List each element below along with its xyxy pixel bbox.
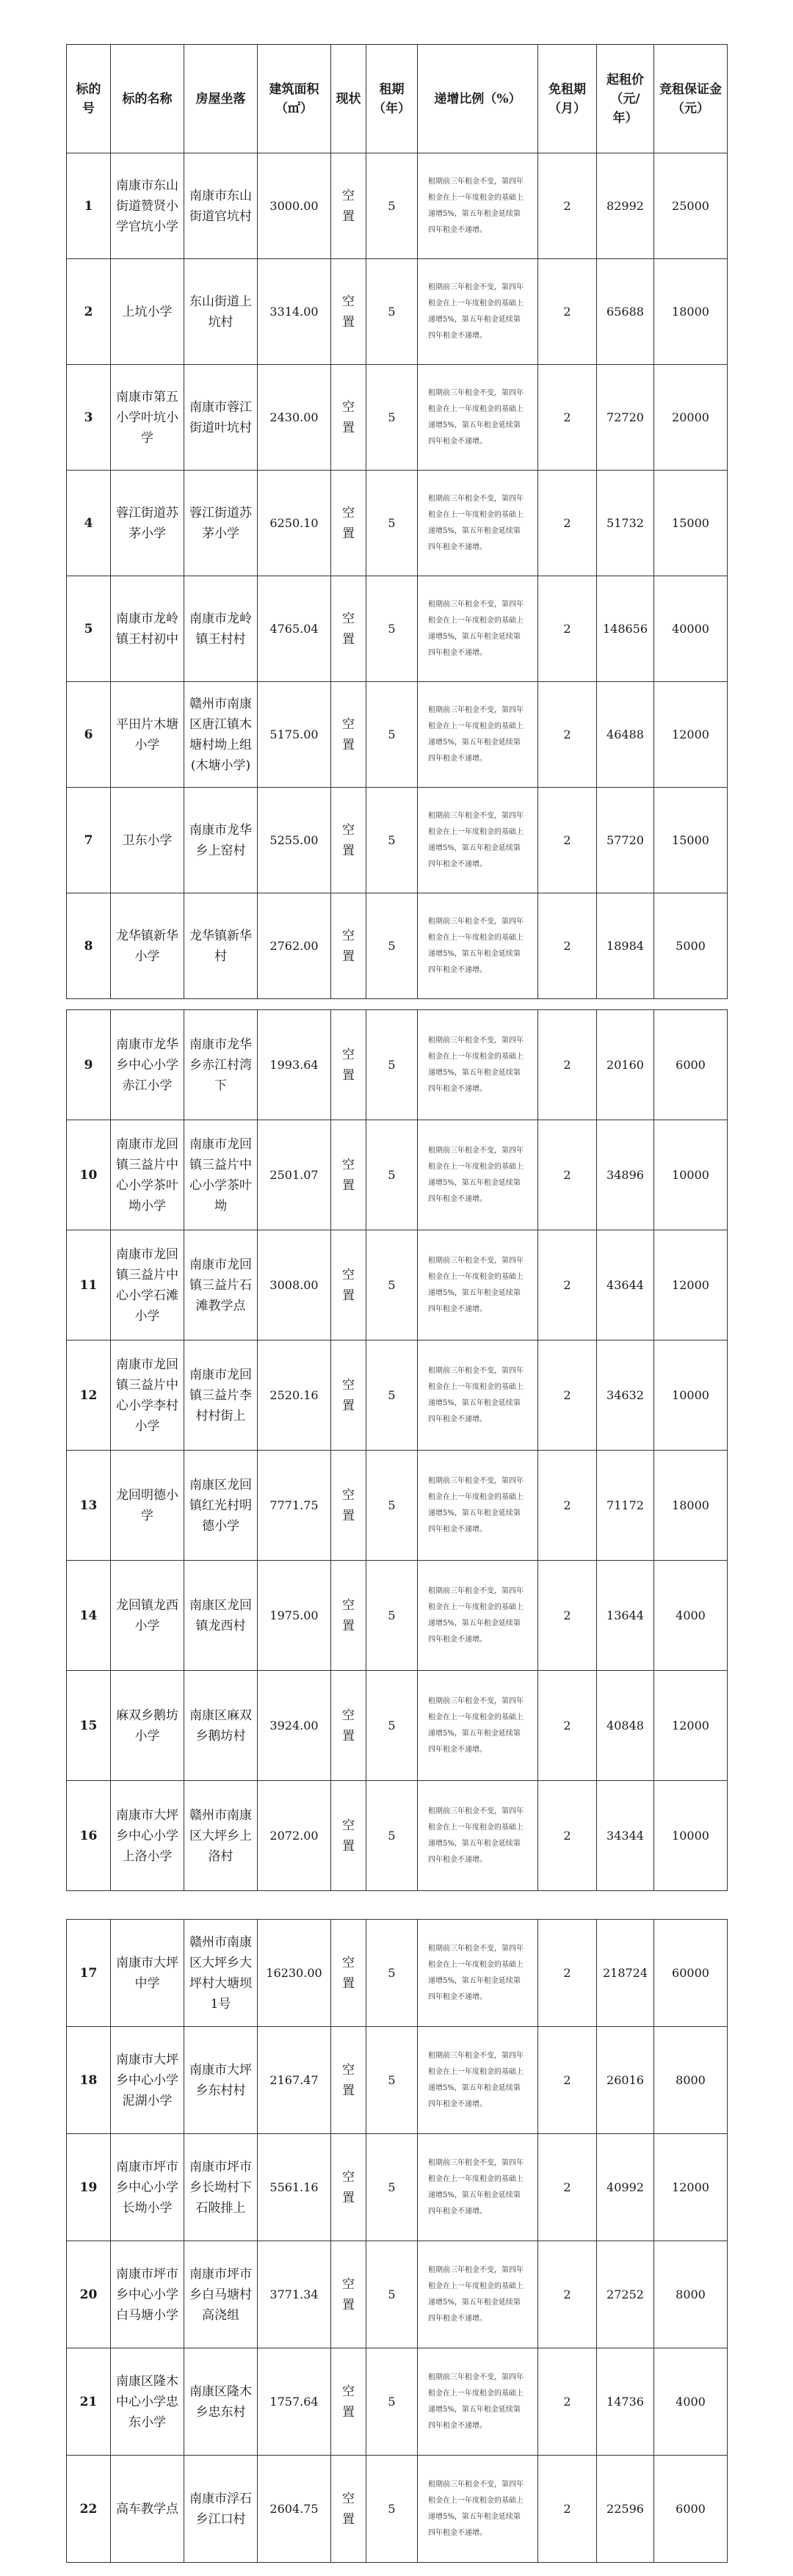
lot-no-cell: 19 (67, 2134, 111, 2241)
start-price-cell: 57720 (597, 788, 654, 893)
lot-name-cell: 南康市大坪乡中心小学泥湖小学 (111, 2027, 184, 2134)
area-cell: 2520.16 (258, 1340, 331, 1451)
area-cell: 6250.10 (258, 471, 331, 576)
table-row (67, 1230, 728, 1340)
increase-ratio-cell: 租期前三年租金不变，第四年租金在上一年度租金的基础上递增5%，第五年租金延续第四年租金不递增。 (418, 1340, 538, 1451)
area-cell: 2072.00 (258, 1781, 331, 1891)
area-cell: 1975.00 (258, 1561, 331, 1671)
lease-table-part-1 (66, 44, 728, 999)
lot-no-cell: 20 (67, 2241, 111, 2348)
deposit-cell: 10000 (654, 1120, 728, 1230)
table-row (67, 1340, 728, 1451)
location-cell: 南康市坪市乡长坳村下石陂排上 (184, 2134, 258, 2241)
status-cell: 空置 (331, 1781, 366, 1891)
term-cell: 5 (366, 1010, 418, 1120)
increase-ratio-cell: 租期前三年租金不变，第四年租金在上一年度租金的基础上递增5%，第五年租金延续第四年租金不递增。 (418, 1671, 538, 1781)
table-row (67, 2456, 728, 2563)
deposit-cell: 5000 (654, 893, 728, 999)
rent-free-cell: 2 (538, 2348, 597, 2456)
lot-name-cell: 高车教学点 (111, 2456, 184, 2563)
term-cell: 5 (366, 471, 418, 576)
status-cell: 空置 (331, 2348, 366, 2456)
increase-ratio-cell: 租期前三年租金不变，第四年租金在上一年度租金的基础上递增5%，第五年租金延续第四年租金不递增。 (418, 471, 538, 576)
lot-name-cell: 卫东小学 (111, 788, 184, 893)
rent-free-cell: 2 (538, 2134, 597, 2241)
table-row (67, 2241, 728, 2348)
rent-free-cell: 2 (538, 682, 597, 788)
increase-ratio-cell: 租期前三年租金不变，第四年租金在上一年度租金的基础上递增5%，第五年租金延续第四年租金不递增。 (418, 788, 538, 893)
increase-ratio-cell: 租期前三年租金不变，第四年租金在上一年度租金的基础上递增5%，第五年租金延续第四年租金不递增。 (418, 365, 538, 471)
lot-no-cell: 8 (67, 893, 111, 999)
deposit-cell: 40000 (654, 576, 728, 682)
area-cell: 3008.00 (258, 1230, 331, 1340)
start-price-cell: 34344 (597, 1781, 654, 1891)
location-cell: 南康市东山街道官坑村 (184, 153, 258, 259)
lot-name-cell: 南康市龙回镇三益片中心小学茶叶坳小学 (111, 1120, 184, 1230)
location-cell: 南康市龙回镇三益片李村村街上 (184, 1340, 258, 1451)
rent-free-cell: 2 (538, 365, 597, 471)
start-price-cell: 46488 (597, 682, 654, 788)
table-row (67, 682, 728, 788)
lot-no-cell: 9 (67, 1010, 111, 1120)
lot-name-cell: 平田片木塘小学 (111, 682, 184, 788)
start-price-cell: 71172 (597, 1451, 654, 1561)
status-cell: 空置 (331, 153, 366, 259)
area-cell: 2604.75 (258, 2456, 331, 2563)
lot-no-cell: 2 (67, 259, 111, 365)
deposit-cell: 20000 (654, 365, 728, 471)
rent-free-cell: 2 (538, 788, 597, 893)
start-price-cell: 27252 (597, 2241, 654, 2348)
start-price-cell: 51732 (597, 471, 654, 576)
location-cell: 赣州市南康区大坪乡上洛村 (184, 1781, 258, 1891)
lot-no-cell: 22 (67, 2456, 111, 2563)
table-row (67, 1010, 728, 1120)
deposit-cell: 18000 (654, 1451, 728, 1561)
area-cell: 3924.00 (258, 1671, 331, 1781)
location-cell: 赣州市南康区大坪乡大坪村大塘坝1号 (184, 1920, 258, 2027)
status-cell: 空置 (331, 1230, 366, 1340)
term-cell: 5 (366, 2134, 418, 2241)
increase-ratio-cell: 租期前三年租金不变，第四年租金在上一年度租金的基础上递增5%，第五年租金延续第四年租金不递增。 (418, 1120, 538, 1230)
lot-name-cell: 南康市龙岭镇王村初中 (111, 576, 184, 682)
increase-ratio-cell: 租期前三年租金不变，第四年租金在上一年度租金的基础上递增5%，第五年租金延续第四年租金不递增。 (418, 682, 538, 788)
location-cell: 南康市龙回镇三益片中心小学茶叶坳 (184, 1120, 258, 1230)
increase-ratio-cell: 租期前三年租金不变，第四年租金在上一年度租金的基础上递增5%，第五年租金延续第四年租金不递增。 (418, 1920, 538, 2027)
status-cell: 空置 (331, 2456, 366, 2563)
rent-free-cell: 2 (538, 576, 597, 682)
location-cell: 南康市坪市乡白马塘村高浇组 (184, 2241, 258, 2348)
term-cell: 5 (366, 576, 418, 682)
increase-ratio-cell: 租期前三年租金不变，第四年租金在上一年度租金的基础上递增5%，第五年租金延续第四年租金不递增。 (418, 1230, 538, 1340)
lot-name-cell: 蓉江街道苏茅小学 (111, 471, 184, 576)
area-cell: 5175.00 (258, 682, 331, 788)
location-cell: 南康市浮石乡江口村 (184, 2456, 258, 2563)
lot-name-cell: 南康市坪市乡中心小学长坳小学 (111, 2134, 184, 2241)
lot-no-cell: 15 (67, 1671, 111, 1781)
start-price-cell: 65688 (597, 259, 654, 365)
deposit-cell: 10000 (654, 1781, 728, 1891)
term-cell: 5 (366, 2241, 418, 2348)
start-price-cell: 218724 (597, 1920, 654, 2027)
status-cell: 空置 (331, 2027, 366, 2134)
area-cell: 16230.00 (258, 1920, 331, 2027)
rent-free-cell: 2 (538, 1230, 597, 1340)
increase-ratio-cell: 租期前三年租金不变，第四年租金在上一年度租金的基础上递增5%，第五年租金延续第四年租金不递增。 (418, 2456, 538, 2563)
lot-no-cell: 12 (67, 1340, 111, 1451)
location-cell: 南康市龙华乡赤江村湾下 (184, 1010, 258, 1120)
lot-name-cell: 麻双乡鹅坊小学 (111, 1671, 184, 1781)
header-status: 现状 (331, 45, 366, 153)
lot-no-cell: 16 (67, 1781, 111, 1891)
status-cell: 空置 (331, 2134, 366, 2241)
header-lot-no: 标的号 (67, 45, 111, 153)
increase-ratio-cell: 租期前三年租金不变，第四年租金在上一年度租金的基础上递增5%，第五年租金延续第四年租金不递增。 (418, 259, 538, 365)
header-area: 建筑面积（㎡） (258, 45, 331, 153)
status-cell: 空置 (331, 1120, 366, 1230)
rent-free-cell: 2 (538, 2027, 597, 2134)
table-row (67, 1781, 728, 1891)
area-cell: 3771.34 (258, 2241, 331, 2348)
area-cell: 5255.00 (258, 788, 331, 893)
deposit-cell: 12000 (654, 1671, 728, 1781)
area-cell: 2167.47 (258, 2027, 331, 2134)
table-row (67, 259, 728, 365)
start-price-cell: 40992 (597, 2134, 654, 2241)
term-cell: 5 (366, 1230, 418, 1340)
lease-table-part-2 (66, 1009, 728, 1891)
table-row (67, 1451, 728, 1561)
table-row (67, 365, 728, 471)
area-cell: 5561.16 (258, 2134, 331, 2241)
deposit-cell: 6000 (654, 1010, 728, 1120)
deposit-cell: 6000 (654, 2456, 728, 2563)
status-cell: 空置 (331, 1451, 366, 1561)
area-cell: 2501.07 (258, 1120, 331, 1230)
lot-name-cell: 南康市龙华乡中心小学赤江小学 (111, 1010, 184, 1120)
lot-name-cell: 南康市大坪乡中心小学上洛小学 (111, 1781, 184, 1891)
increase-ratio-cell: 租期前三年租金不变，第四年租金在上一年度租金的基础上递增5%，第五年租金延续第四年租金不递增。 (418, 2027, 538, 2134)
rent-free-cell: 2 (538, 1561, 597, 1671)
status-cell: 空置 (331, 893, 366, 999)
table-row (67, 153, 728, 259)
location-cell: 蓉江街道苏茅小学 (184, 471, 258, 576)
status-cell: 空置 (331, 1671, 366, 1781)
increase-ratio-cell: 租期前三年租金不变，第四年租金在上一年度租金的基础上递增5%，第五年租金延续第四年租金不递增。 (418, 1451, 538, 1561)
lot-no-cell: 6 (67, 682, 111, 788)
location-cell: 南康区龙回镇龙西村 (184, 1561, 258, 1671)
header-increase-ratio: 递增比例（%） (418, 45, 538, 153)
lot-no-cell: 7 (67, 788, 111, 893)
table-row (67, 893, 728, 999)
lot-no-cell: 14 (67, 1561, 111, 1671)
start-price-cell: 34632 (597, 1340, 654, 1451)
term-cell: 5 (366, 1340, 418, 1451)
lot-no-cell: 1 (67, 153, 111, 259)
status-cell: 空置 (331, 1340, 366, 1451)
status-cell: 空置 (331, 576, 366, 682)
lot-name-cell: 南康市第五小学叶坑小学 (111, 365, 184, 471)
lot-no-cell: 4 (67, 471, 111, 576)
status-cell: 空置 (331, 788, 366, 893)
start-price-cell: 18984 (597, 893, 654, 999)
term-cell: 5 (366, 1671, 418, 1781)
increase-ratio-cell: 租期前三年租金不变，第四年租金在上一年度租金的基础上递增5%，第五年租金延续第四年租金不递增。 (418, 2348, 538, 2456)
deposit-cell: 4000 (654, 1561, 728, 1671)
deposit-cell: 10000 (654, 1340, 728, 1451)
header-lot-name: 标的名称 (111, 45, 184, 153)
area-cell: 3314.00 (258, 259, 331, 365)
rent-free-cell: 2 (538, 1671, 597, 1781)
lot-name-cell: 南康市东山街道赞贤小学官坑小学 (111, 153, 184, 259)
increase-ratio-cell: 租期前三年租金不变，第四年租金在上一年度租金的基础上递增5%，第五年租金延续第四年租金不递增。 (418, 1010, 538, 1120)
term-cell: 5 (366, 893, 418, 999)
area-cell: 7771.75 (258, 1451, 331, 1561)
lease-table-part-3 (66, 1919, 728, 2563)
lot-name-cell: 南康区隆木中心小学忠东小学 (111, 2348, 184, 2456)
deposit-cell: 8000 (654, 2027, 728, 2134)
rent-free-cell: 2 (538, 471, 597, 576)
location-cell: 东山街道上坑村 (184, 259, 258, 365)
lot-no-cell: 21 (67, 2348, 111, 2456)
term-cell: 5 (366, 153, 418, 259)
location-cell: 南康市龙华乡上窑村 (184, 788, 258, 893)
table-row (67, 1561, 728, 1671)
area-cell: 2430.00 (258, 365, 331, 471)
increase-ratio-cell: 租期前三年租金不变，第四年租金在上一年度租金的基础上递增5%，第五年租金延续第四年租金不递增。 (418, 153, 538, 259)
lot-no-cell: 13 (67, 1451, 111, 1561)
deposit-cell: 15000 (654, 471, 728, 576)
term-cell: 5 (366, 259, 418, 365)
lot-no-cell: 18 (67, 2027, 111, 2134)
start-price-cell: 20160 (597, 1010, 654, 1120)
term-cell: 5 (366, 2027, 418, 2134)
location-cell: 南康区龙回镇红光村明德小学 (184, 1451, 258, 1561)
rent-free-cell: 2 (538, 1340, 597, 1451)
start-price-cell: 22596 (597, 2456, 654, 2563)
rent-free-cell: 2 (538, 2456, 597, 2563)
location-cell: 南康市龙回镇三益片石滩教学点 (184, 1230, 258, 1340)
deposit-cell: 8000 (654, 2241, 728, 2348)
header-start-price: 起租价（元/年） (597, 45, 654, 153)
area-cell: 1757.64 (258, 2348, 331, 2456)
start-price-cell: 43644 (597, 1230, 654, 1340)
rent-free-cell: 2 (538, 153, 597, 259)
location-cell: 龙华镇新华村 (184, 893, 258, 999)
rent-free-cell: 2 (538, 1781, 597, 1891)
lot-name-cell: 南康市龙回镇三益片中心小学李村小学 (111, 1340, 184, 1451)
term-cell: 5 (366, 1451, 418, 1561)
table-row (67, 576, 728, 682)
deposit-cell: 12000 (654, 2134, 728, 2241)
deposit-cell: 18000 (654, 259, 728, 365)
status-cell: 空置 (331, 1561, 366, 1671)
start-price-cell: 13644 (597, 1561, 654, 1671)
status-cell: 空置 (331, 2241, 366, 2348)
header-location: 房屋坐落 (184, 45, 258, 153)
lot-no-cell: 17 (67, 1920, 111, 2027)
lot-no-cell: 11 (67, 1230, 111, 1340)
status-cell: 空置 (331, 1920, 366, 2027)
lot-no-cell: 3 (67, 365, 111, 471)
table-row (67, 1120, 728, 1230)
lot-no-cell: 10 (67, 1120, 111, 1230)
area-cell: 3000.00 (258, 153, 331, 259)
deposit-cell: 15000 (654, 788, 728, 893)
rent-free-cell: 2 (538, 1120, 597, 1230)
start-price-cell: 82992 (597, 153, 654, 259)
rent-free-cell: 2 (538, 1451, 597, 1561)
start-price-cell: 26016 (597, 2027, 654, 2134)
increase-ratio-cell: 租期前三年租金不变，第四年租金在上一年度租金的基础上递增5%，第五年租金延续第四年租金不递增。 (418, 893, 538, 999)
header-deposit: 竞租保证金（元） (654, 45, 728, 153)
increase-ratio-cell: 租期前三年租金不变，第四年租金在上一年度租金的基础上递增5%，第五年租金延续第四年租金不递增。 (418, 576, 538, 682)
lot-name-cell: 龙华镇新华小学 (111, 893, 184, 999)
status-cell: 空置 (331, 471, 366, 576)
term-cell: 5 (366, 682, 418, 788)
lot-name-cell: 龙回镇龙西小学 (111, 1561, 184, 1671)
term-cell: 5 (366, 788, 418, 893)
deposit-cell: 60000 (654, 1920, 728, 2027)
rent-free-cell: 2 (538, 259, 597, 365)
area-cell: 2762.00 (258, 893, 331, 999)
header-rent-free: 免租期（月） (538, 45, 597, 153)
table-row (67, 1671, 728, 1781)
lot-name-cell: 龙回明德小学 (111, 1451, 184, 1561)
location-cell: 南康区麻双乡鹅坊村 (184, 1671, 258, 1781)
term-cell: 5 (366, 1781, 418, 1891)
lot-name-cell: 南康市坪市乡中心小学白马塘小学 (111, 2241, 184, 2348)
status-cell: 空置 (331, 365, 366, 471)
term-cell: 5 (366, 1561, 418, 1671)
lot-name-cell: 南康市大坪中学 (111, 1920, 184, 2027)
lot-no-cell: 5 (67, 576, 111, 682)
start-price-cell: 14736 (597, 2348, 654, 2456)
rent-free-cell: 2 (538, 893, 597, 999)
header-term: 租期（年） (366, 45, 418, 153)
term-cell: 5 (366, 1920, 418, 2027)
deposit-cell: 12000 (654, 1230, 728, 1340)
lot-name-cell: 上坑小学 (111, 259, 184, 365)
increase-ratio-cell: 租期前三年租金不变，第四年租金在上一年度租金的基础上递增5%，第五年租金延续第四年租金不递增。 (418, 1561, 538, 1671)
start-price-cell: 72720 (597, 365, 654, 471)
table-row (67, 1920, 728, 2027)
table-row (67, 2027, 728, 2134)
location-cell: 南康市龙岭镇王村村 (184, 576, 258, 682)
term-cell: 5 (366, 2348, 418, 2456)
location-cell: 南康市蓉江街道叶坑村 (184, 365, 258, 471)
deposit-cell: 4000 (654, 2348, 728, 2456)
status-cell: 空置 (331, 1010, 366, 1120)
table-row (67, 2134, 728, 2241)
increase-ratio-cell: 租期前三年租金不变，第四年租金在上一年度租金的基础上递增5%，第五年租金延续第四年租金不递增。 (418, 2134, 538, 2241)
location-cell: 赣州市南康区唐江镇木塘村坳上组(木塘小学) (184, 682, 258, 788)
rent-free-cell: 2 (538, 1920, 597, 2027)
area-cell: 4765.04 (258, 576, 331, 682)
table-row (67, 471, 728, 576)
table-header-row (67, 45, 728, 153)
status-cell: 空置 (331, 259, 366, 365)
deposit-cell: 12000 (654, 682, 728, 788)
location-cell: 南康区隆木乡忠东村 (184, 2348, 258, 2456)
location-cell: 南康市大坪乡东村村 (184, 2027, 258, 2134)
increase-ratio-cell: 租期前三年租金不变，第四年租金在上一年度租金的基础上递增5%，第五年租金延续第四年租金不递增。 (418, 2241, 538, 2348)
deposit-cell: 25000 (654, 153, 728, 259)
rent-free-cell: 2 (538, 2241, 597, 2348)
increase-ratio-cell: 租期前三年租金不变，第四年租金在上一年度租金的基础上递增5%，第五年租金延续第四年租金不递增。 (418, 1781, 538, 1891)
term-cell: 5 (366, 2456, 418, 2563)
start-price-cell: 40848 (597, 1671, 654, 1781)
area-cell: 1993.64 (258, 1010, 331, 1120)
start-price-cell: 34896 (597, 1120, 654, 1230)
term-cell: 5 (366, 365, 418, 471)
lot-name-cell: 南康市龙回镇三益片中心小学石滩小学 (111, 1230, 184, 1340)
table-row (67, 2348, 728, 2456)
rent-free-cell: 2 (538, 1010, 597, 1120)
start-price-cell: 148656 (597, 576, 654, 682)
status-cell: 空置 (331, 682, 366, 788)
table-row (67, 788, 728, 893)
term-cell: 5 (366, 1120, 418, 1230)
